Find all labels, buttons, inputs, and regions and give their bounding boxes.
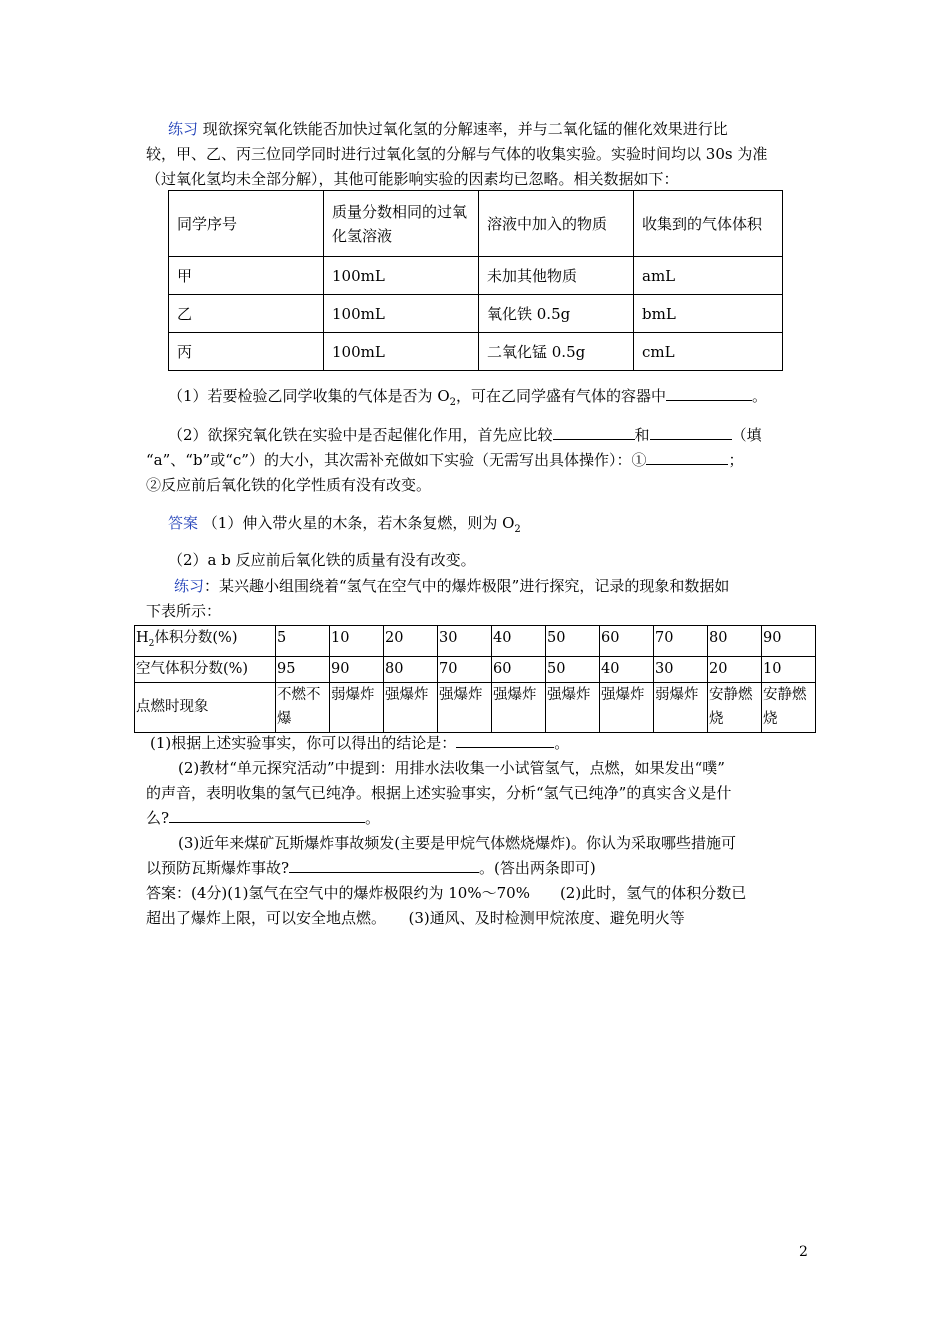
exercise-2-intro: 练习：某兴趣小组围绕着“氢气在空气中的爆炸极限”进行探究，记录的现象和数据如 下表所示：: [146, 577, 730, 620]
exercise-2-label: 练习: [174, 577, 205, 595]
answer-blank[interactable]: [646, 448, 728, 465]
answer-blank[interactable]: [289, 856, 479, 873]
answer-blank[interactable]: [650, 423, 732, 440]
answer-blank[interactable]: [666, 384, 752, 401]
exercise-1-answer: 答案 （1）伸入带火星的木条，若木条复燃，则为 $O_2$: [168, 514, 521, 535]
table-row: 乙 100mL 氧化铁 0.5g bmL: [169, 295, 783, 333]
table-row: 空气体积分数(%) 95 90 80 70 60 50 40 30 20 10: [135, 656, 816, 682]
answer-blank[interactable]: [553, 423, 635, 440]
hydrogen-peroxide-table: [168, 190, 783, 371]
table-row: 点燃时现象 不燃不爆 弱爆炸 强爆炸 强爆炸 强爆炸 强爆炸 强爆炸 弱爆炸 安静燃烧 安静燃烧: [135, 682, 816, 732]
table-row: $H_2$体积分数(%) 5 10 20 30 40 50 60 70 80 90: [135, 626, 816, 657]
exercise-1-intro: 练习 现欲探究氧化铁能否加快过氧化氢的分解速率，并与二氧化锰的催化效果进行比 较，甲、乙、丙三位同学同时进行过氧化氢的分解与气体的收集实验。实验时间均以 30s 为准 （过氧化氢均未全部分解），其他可能影响实验的因素均已忽略。相关数据如下：: [146, 120, 768, 188]
answer-blank[interactable]: [169, 806, 365, 823]
exercise-2-question-2: (2)教材“单元探究活动”中提到：用排水法收集一小试管氢气，点燃，如果发出“噗” 的声音，表明收集的氢气已纯净。根据上述实验事实，分析“氢气已纯净”的真实含义是什 么? 。: [146, 759, 732, 827]
exercise-1-question-1: （1）若要检验乙同学收集的气体是否为 $O_2$，可在乙同学盛有气体的容器中 。: [146, 384, 816, 415]
answer-label: 答案: [168, 514, 199, 532]
page-number: 2: [799, 1244, 808, 1260]
exercise-2-question-3: (3)近年来煤矿瓦斯爆炸事故频发(主要是甲烷气体燃烧爆炸)。你认为采取哪些措施可 以预防瓦斯爆炸事故? 。(答出两条即可): [146, 834, 736, 877]
exercise-2-question-1: (1)根据上述实验事实，你可以得出的结论是： 。: [146, 731, 816, 756]
answer-blank[interactable]: [456, 731, 554, 748]
explosion-limit-table: [134, 625, 816, 733]
table-row: 甲 100mL 未加其他物质 amL: [169, 257, 783, 295]
exercise-1-question-2: （2）欲探究氧化铁在实验中是否起催化作用，首先应比较 和 （填 “a”、“b”或“c”）的大小，其次需补充做如下实验（无需写出具体操作）：① ； ②反应前后氧化铁的化学性质有没有改变。: [146, 423, 816, 498]
exercise-1-answer-2: （2）a b 反应前后氧化铁的质量有没有改变。: [168, 551, 476, 569]
exercise-1-label: 练习: [168, 120, 199, 138]
exercise-2-answer: 答案：(4分)(1)氢气在空气中的爆炸极限约为 10%～70% (2)此时，氢气的体积分数已 超出了爆炸上限，可以安全地点燃。 (3)通风、及时检测甲烷浓度、避免明火等: [146, 884, 747, 927]
table-header-row: 同学序号 质量分数相同的过氧化氢溶液 溶液中加入的物质 收集到的气体体积: [169, 191, 783, 257]
table-row: 丙 100mL 二氧化锰 0.5g cmL: [169, 333, 783, 371]
